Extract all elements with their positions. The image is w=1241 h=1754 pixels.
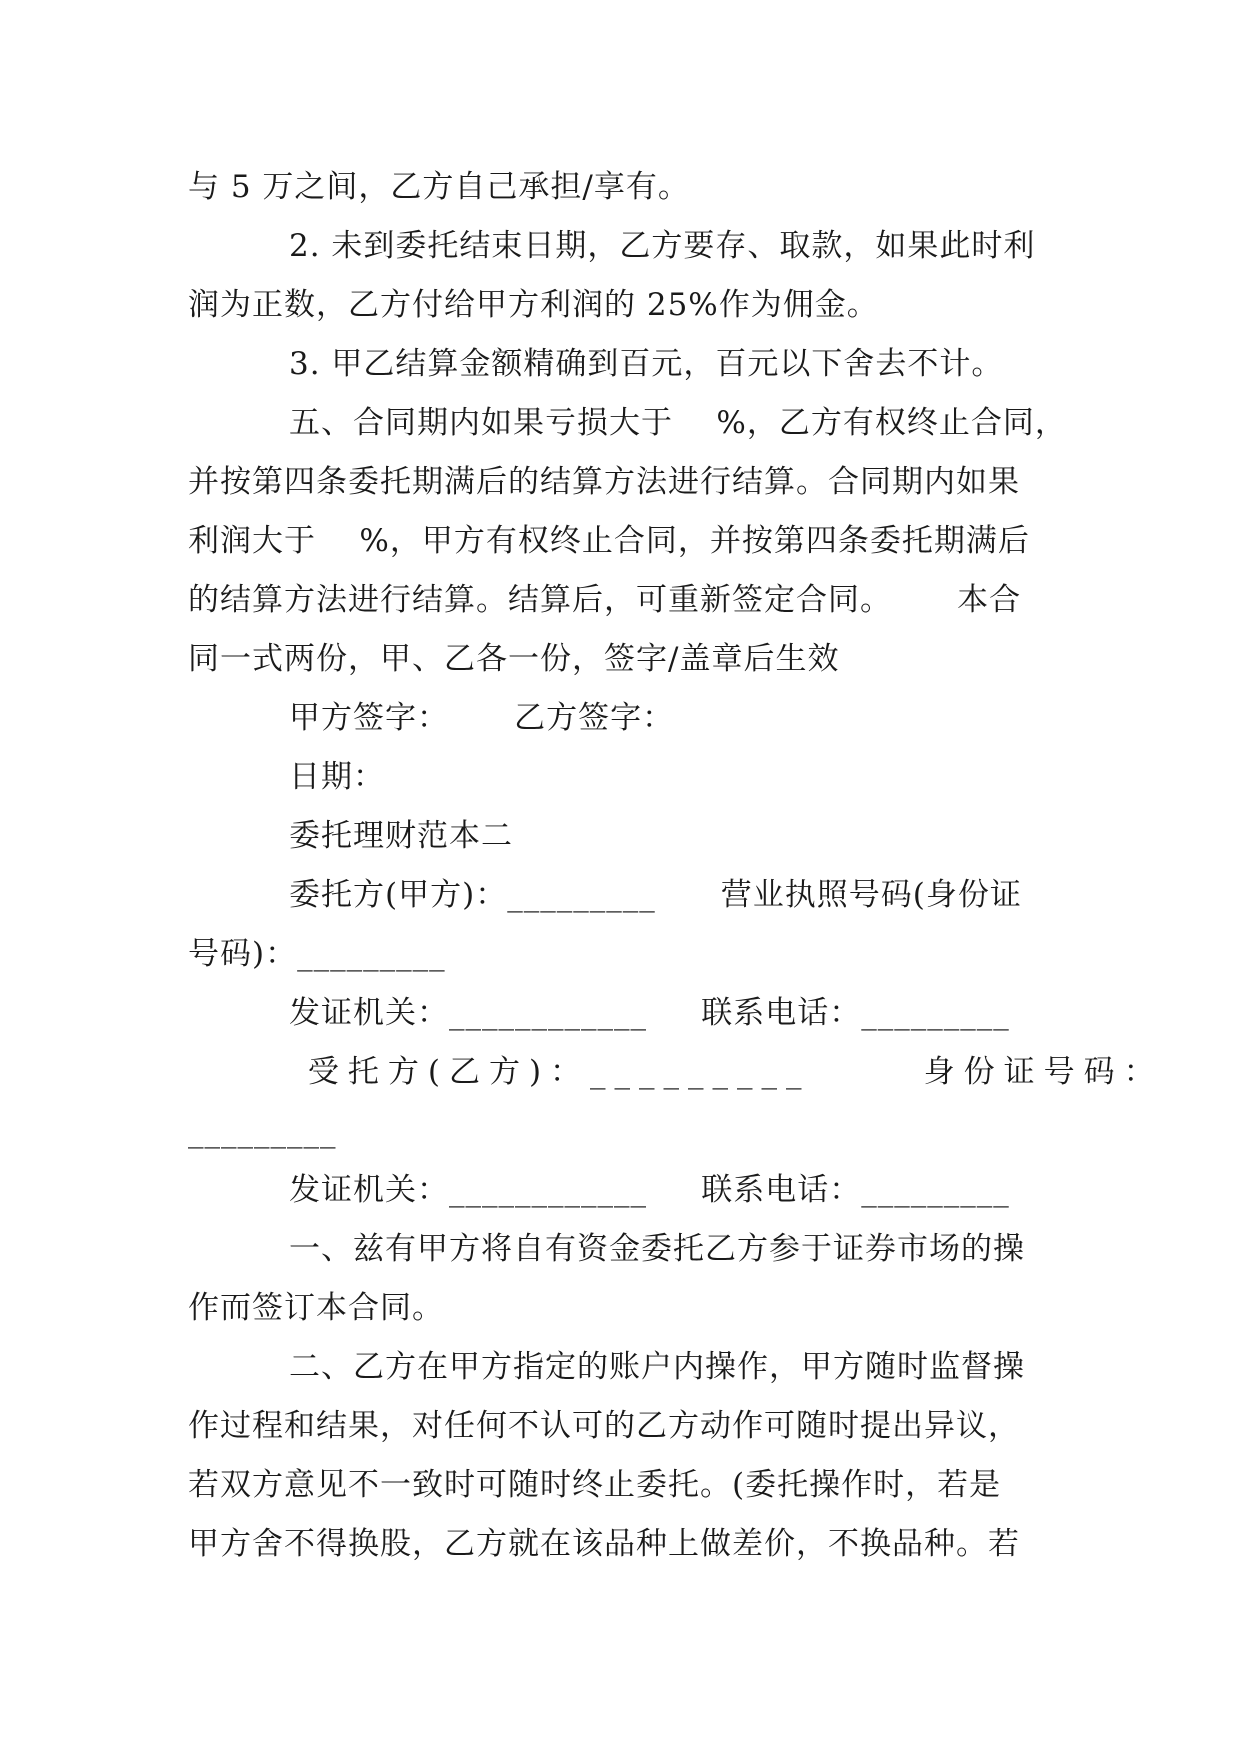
- text-line: 发证机关：____________ 联系电话：_________: [289, 1172, 1010, 1208]
- text-line: 3. 甲乙结算金额精确到百元，百元以下舍去不计。: [289, 346, 1004, 382]
- text-line: 并按第四条委托期满后的结算方法进行结算。合同期内如果: [188, 464, 1020, 500]
- signature-line: 甲方签字： 乙方签字：: [289, 700, 675, 736]
- text-line: 与 5 万之间，乙方自己承担/享有。: [188, 169, 690, 205]
- text-line: 一、兹有甲方将自有资金委托乙方参于证券市场的操: [289, 1231, 1025, 1267]
- text-line: 受托方(乙方)：_________ 身份证号码：: [289, 1054, 1164, 1090]
- text-line: _________: [188, 1113, 337, 1149]
- text-line: 甲方舍不得换股，乙方就在该品种上做差价，不换品种。若: [188, 1526, 1020, 1562]
- date-line: 日期：: [289, 759, 385, 795]
- text-line: 发证机关：____________ 联系电话：_________: [289, 995, 1010, 1031]
- text-line: 五、合同期内如果亏损大于 %，乙方有权终止合同，: [289, 405, 1067, 441]
- text-line: 2. 未到委托结束日期，乙方要存、取款，如果此时利: [289, 228, 1036, 264]
- text-line: 同一式两份，甲、乙各一份，签字/盖章后生效: [188, 641, 840, 677]
- text-line: 作过程和结果，对任何不认可的乙方动作可随时提出异议，: [188, 1408, 1020, 1444]
- text-line: 委托方(甲方)：_________ 营业执照号码(身份证: [289, 877, 1022, 913]
- text-line: 利润大于 %，甲方有权终止合同，并按第四条委托期满后: [188, 523, 1030, 559]
- text-line: 作而签订本合同。: [188, 1290, 444, 1326]
- text-line: 若双方意见不一致时可随时终止委托。(委托操作时，若是: [188, 1467, 1002, 1503]
- section-title: 委托理财范本二: [289, 818, 513, 854]
- document-page: [188, 158, 1164, 1574]
- text-line: 二、乙方在甲方指定的账户内操作，甲方随时监督操: [289, 1349, 1025, 1385]
- text-line: 润为正数，乙方付给甲方利润的 25%作为佣金。: [188, 287, 879, 323]
- text-line: 号码)：_________: [188, 936, 446, 972]
- text-line: 的结算方法进行结算。结算后，可重新签定合同。 本合: [188, 582, 1022, 618]
